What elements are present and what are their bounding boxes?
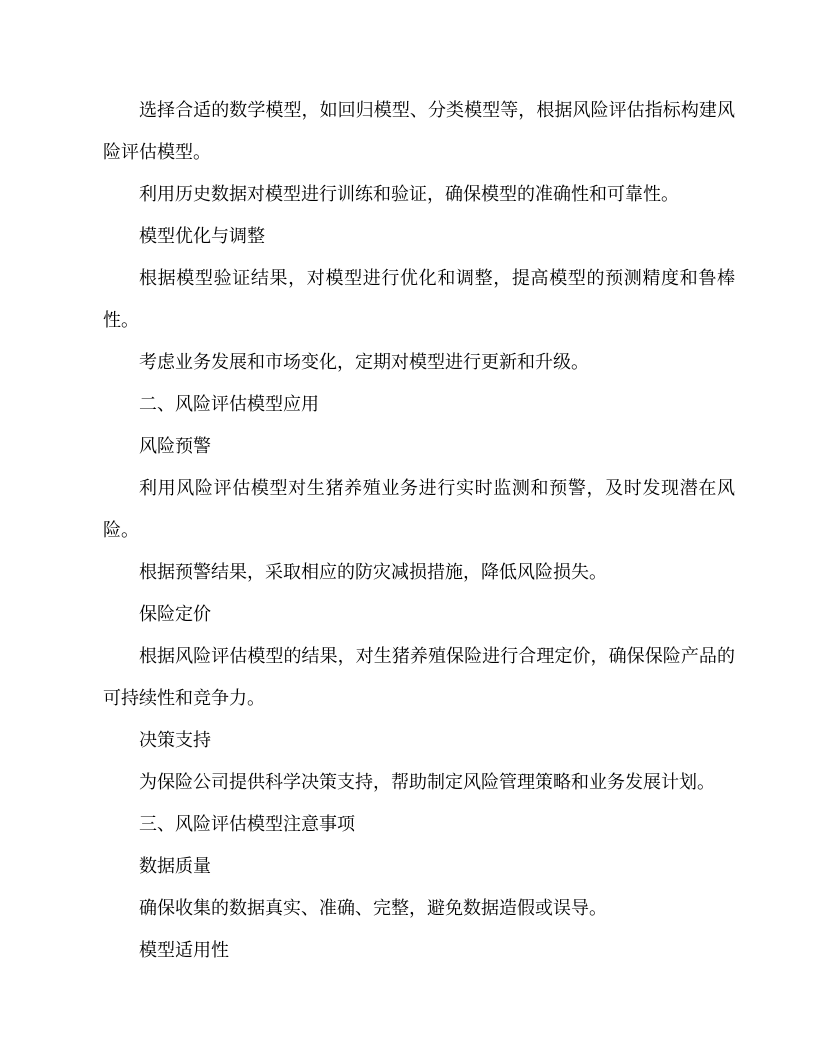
paragraph-risk-monitoring: 利用风险评估模型对生猪养殖业务进行实时监测和预警，及时发现潜在风险。 [103, 478, 735, 541]
paragraph-optimization-details: 根据模型验证结果，对模型进行优化和调整，提高模型的预测精度和鲁棒性。 [103, 268, 735, 331]
paragraph-data-quality-details: 确保收集的数据真实、准确、完整，避免数据造假或误导。 [139, 898, 607, 919]
paragraph-decision-details: 为保险公司提供科学决策支持，帮助制定风险管理策略和业务发展计划。 [139, 772, 715, 793]
heading-model-optimization: 模型优化与调整 [139, 226, 265, 247]
heading-data-quality: 数据质量 [139, 856, 211, 877]
heading-decision-support: 决策支持 [139, 730, 211, 751]
document-page [103, 90, 735, 990]
paragraph-pricing-details: 根据风险评估模型的结果，对生猪养殖保险进行合理定价，确保保险产品的可持续性和竞争力。 [103, 646, 735, 709]
paragraph-model-update: 考虑业务发展和市场变化，定期对模型进行更新和升级。 [139, 352, 589, 373]
heading-insurance-pricing: 保险定价 [139, 604, 211, 625]
paragraph-model-selection: 选择合适的数学模型，如回归模型、分类模型等，根据风险评估指标构建风险评估模型。 [103, 100, 735, 163]
paragraph-loss-reduction: 根据预警结果，采取相应的防灾减损措施，降低风险损失。 [139, 562, 607, 583]
section-heading-model-application: 二、风险评估模型应用 [139, 394, 319, 415]
heading-model-applicability: 模型适用性 [139, 940, 229, 961]
section-heading-model-notes: 三、风险评估模型注意事项 [139, 814, 355, 835]
paragraph-model-training: 利用历史数据对模型进行训练和验证，确保模型的准确性和可靠性。 [139, 184, 679, 205]
heading-risk-warning: 风险预警 [139, 436, 211, 457]
